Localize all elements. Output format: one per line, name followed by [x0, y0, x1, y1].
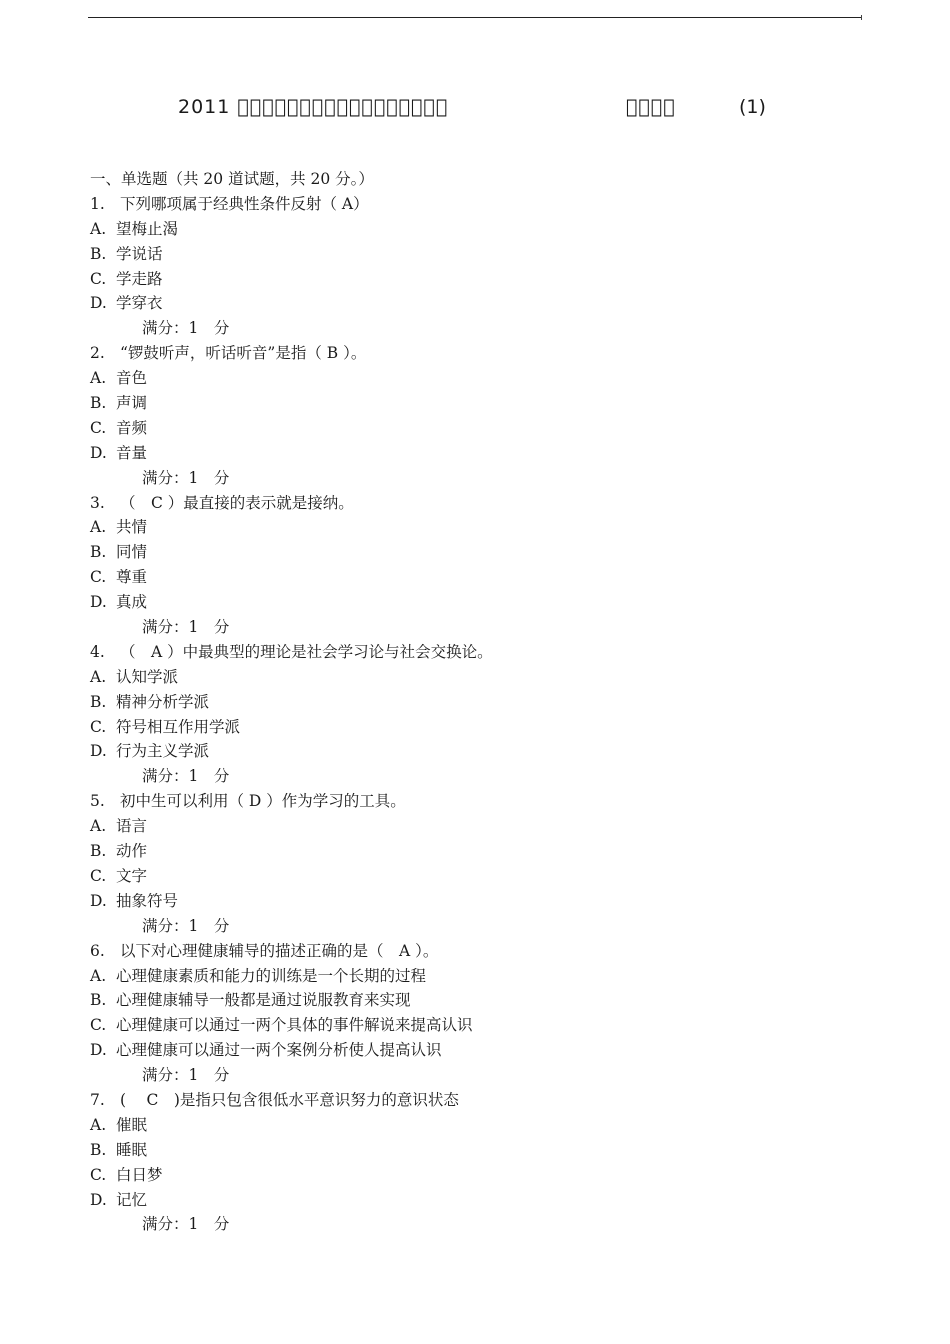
- answer-option: [90, 889, 890, 914]
- answer-option: [90, 515, 890, 540]
- answer-option: [90, 565, 890, 590]
- section-heading: 一、单选题（共 20 道试题，共 20 分。）: [90, 170, 374, 188]
- option-text: 文字: [116, 866, 148, 885]
- option-text: 心理健康辅导一般都是通过说服教育来实现: [116, 991, 411, 1010]
- option-letter: B.: [90, 543, 107, 562]
- option-text: 抽象符号: [116, 891, 179, 910]
- option-text: 学走路: [116, 269, 163, 288]
- question-text: 初中生可以利用（ D ）作为学习的工具。: [120, 792, 406, 811]
- question-block: [90, 1088, 890, 1237]
- option-letter: D.: [90, 891, 107, 910]
- option-text: 真成: [116, 593, 148, 612]
- answer-option: [90, 242, 890, 267]
- option-letter: C.: [90, 568, 107, 587]
- question-stem: [90, 1088, 890, 1113]
- question-stem: [90, 341, 890, 366]
- option-text: 望梅止渴: [116, 219, 179, 238]
- option-text: 音频: [116, 418, 148, 437]
- question-number: 6.: [90, 941, 105, 960]
- option-letter: A.: [90, 219, 107, 238]
- answer-option: [90, 690, 890, 715]
- answer-option: [90, 864, 890, 889]
- option-text: 音色: [116, 369, 148, 388]
- answer-option: [90, 1163, 890, 1188]
- option-text: 心理健康可以通过一两个具体的事件解说来提高认识: [116, 1016, 473, 1035]
- answer-option: [90, 665, 890, 690]
- answer-option: [90, 715, 890, 740]
- answer-option: [90, 814, 890, 839]
- question-stem: [90, 192, 890, 217]
- option-letter: B.: [90, 244, 107, 263]
- option-letter: D.: [90, 1041, 107, 1060]
- option-letter: D.: [90, 742, 107, 761]
- answer-option: [90, 391, 890, 416]
- answer-option: [90, 1113, 890, 1138]
- question-stem: [90, 939, 890, 964]
- top-rule-tick: [861, 15, 862, 20]
- score-line: 满分：1 分: [142, 618, 230, 637]
- question-block: [90, 939, 890, 1088]
- title-number: (1): [739, 96, 766, 118]
- option-text: 符号相互作用学派: [116, 717, 241, 736]
- answer-option: [90, 540, 890, 565]
- question-number: 1.: [90, 194, 105, 213]
- option-letter: A.: [90, 966, 107, 985]
- option-letter: C.: [90, 866, 107, 885]
- option-letter: C.: [90, 1016, 107, 1035]
- option-text: 同情: [116, 543, 148, 562]
- question-text: 以下对心理健康辅导的描述正确的是（ A ）。: [120, 941, 439, 960]
- answer-option: [90, 839, 890, 864]
- option-text: 学说话: [116, 244, 163, 263]
- option-letter: D.: [90, 294, 107, 313]
- score-line: 满分：1 分: [142, 916, 230, 935]
- score-line: 满分：1 分: [142, 319, 230, 338]
- option-letter: B.: [90, 692, 107, 711]
- answer-option: [90, 366, 890, 391]
- option-letter: B.: [90, 991, 107, 1010]
- option-text: 白日梦: [116, 1165, 163, 1184]
- question-number: 2.: [90, 344, 105, 363]
- answer-option: [90, 1013, 890, 1038]
- question-text: （ A ）中最典型的理论是社会学习论与社会交换论。: [120, 642, 493, 661]
- top-rule: [88, 17, 862, 18]
- option-letter: D.: [90, 1190, 107, 1209]
- option-letter: A.: [90, 518, 107, 537]
- option-text: 精神分析学派: [116, 692, 210, 711]
- option-letter: A.: [90, 369, 107, 388]
- question-block: [90, 341, 890, 490]
- question-list: [90, 167, 890, 1237]
- question-stem: [90, 491, 890, 516]
- option-text: 动作: [116, 842, 148, 861]
- question-text: 下列哪项属于经典性条件反射（ A）: [120, 194, 369, 213]
- question-block: [90, 192, 890, 341]
- answer-option: [90, 291, 890, 316]
- option-text: 语言: [116, 817, 148, 836]
- option-letter: A.: [90, 817, 107, 836]
- answer-option: [90, 267, 890, 292]
- option-letter: A.: [90, 1115, 107, 1134]
- option-letter: C.: [90, 1165, 107, 1184]
- question-number: 3.: [90, 493, 105, 512]
- option-letter: D.: [90, 593, 107, 612]
- option-text: 尊重: [116, 568, 148, 587]
- score-line: 满分：1 分: [142, 468, 230, 487]
- score-line: 满分：1 分: [142, 1066, 230, 1085]
- answer-option: [90, 964, 890, 989]
- answer-option: [90, 441, 890, 466]
- question-text: （ C ）最直接的表示就是接纳。: [120, 493, 354, 512]
- option-letter: B.: [90, 1140, 107, 1159]
- option-letter: C.: [90, 269, 107, 288]
- question-number: 5.: [90, 792, 105, 811]
- answer-option: [90, 217, 890, 242]
- answer-option: [90, 1138, 890, 1163]
- question-stem: [90, 640, 890, 665]
- question-number: 4.: [90, 642, 105, 661]
- option-letter: B.: [90, 394, 107, 413]
- option-text: 心理健康素质和能力的训练是一个长期的过程: [116, 966, 427, 985]
- question-text: “锣鼓听声，听话听音”是指（ B ）。: [120, 344, 367, 363]
- option-letter: B.: [90, 842, 107, 861]
- option-letter: C.: [90, 717, 107, 736]
- option-text: 音量: [116, 443, 148, 462]
- question-number: 7.: [90, 1090, 105, 1109]
- option-text: 催眠: [116, 1115, 148, 1134]
- title-main: 2011 􀀀􀀀􀀀􀀀􀀀􀀀􀀀􀀀􀀀􀀀􀀀􀀀􀀀􀀀􀀀􀀀􀀀: [178, 96, 449, 118]
- option-text: 睡眠: [116, 1140, 148, 1159]
- document-title: [0, 96, 950, 124]
- question-stem: [90, 789, 890, 814]
- title-suffix: 􀀀􀀀􀀀􀀀: [626, 96, 676, 118]
- questions-container: [90, 192, 890, 1237]
- question-block: [90, 491, 890, 640]
- answer-option: [90, 739, 890, 764]
- question-block: [90, 640, 890, 789]
- option-text: 共情: [116, 518, 148, 537]
- answer-option: [90, 988, 890, 1013]
- option-letter: A.: [90, 667, 107, 686]
- option-text: 行为主义学派: [116, 742, 210, 761]
- answer-option: [90, 1038, 890, 1063]
- option-letter: C.: [90, 418, 107, 437]
- answer-option: [90, 1188, 890, 1213]
- option-text: 声调: [116, 394, 148, 413]
- option-text: 学穿衣: [116, 294, 163, 313]
- score-line: 满分：1 分: [142, 1215, 230, 1234]
- score-line: 满分：1 分: [142, 767, 230, 786]
- option-letter: D.: [90, 443, 107, 462]
- question-block: [90, 789, 890, 938]
- question-text: ( C )是指只包含很低水平意识努力的意识状态: [120, 1090, 459, 1109]
- option-text: 记忆: [116, 1190, 148, 1209]
- answer-option: [90, 416, 890, 441]
- answer-option: [90, 590, 890, 615]
- option-text: 心理健康可以通过一两个案例分析使人提高认识: [116, 1041, 442, 1060]
- option-text: 认知学派: [116, 667, 179, 686]
